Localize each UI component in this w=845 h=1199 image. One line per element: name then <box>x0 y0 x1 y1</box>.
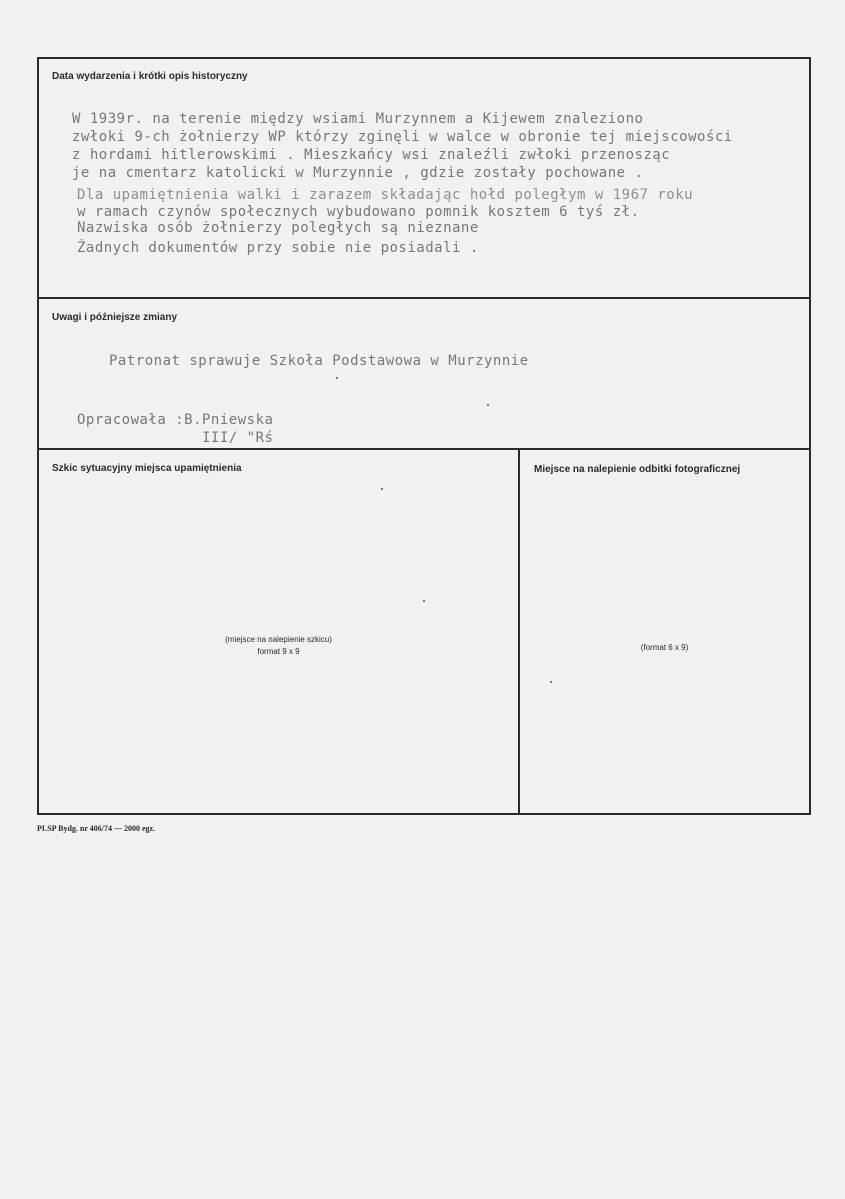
code-line: III/ "Rś <box>202 430 274 446</box>
history-line-4: je na cmentarz katolicki w Murzynnie , gdzie zostały pochowane . <box>72 165 644 181</box>
history-line-8: Żadnych dokumentów przy sobie nie posiadali . <box>77 240 479 256</box>
paper-speck <box>381 488 383 490</box>
patron-line: Patronat sprawuje Szkoła Podstawowa w Murzynnie <box>109 353 529 369</box>
paper-speck <box>423 600 425 602</box>
history-line-7: Nazwiska osób żołnierzy poległych są nieznane <box>77 220 479 236</box>
sketch-label: Szkic sytuacyjny miejsca upamiętnienia <box>52 463 242 474</box>
history-line-5: Dla upamiętnienia walki i zarazem składając hołd poległym w 1967 roku <box>77 187 694 203</box>
prepared-by-line: Opracowała :B.Pniewska <box>77 412 274 428</box>
history-line-6: w ramach czynów społecznych wybudowano pomnik kosztem 6 tyś zł. <box>77 204 640 220</box>
history-label: Data wydarzenia i krótki opis historyczny <box>52 71 248 82</box>
photo-label: Miejsce na nalepienie odbitki fotograficznej <box>534 464 741 475</box>
notes-label: Uwagi i późniejsze zmiany <box>52 312 178 323</box>
history-section <box>39 59 809 299</box>
history-line-1: W 1939r. na terenie między wsiami Murzynnem a Kijewem znaleziono <box>72 111 644 127</box>
history-line-2: zwłoki 9-ch żołnierzy WP którzy zginęli w walce w obronie tej miejscowości <box>72 129 733 145</box>
sketch-placeholder: (miejsce na nalepienie szkicu) <box>225 635 332 644</box>
paper-speck <box>487 404 489 406</box>
paper-speck <box>336 377 338 379</box>
photo-format: (format 6 x 9) <box>640 643 689 652</box>
paper-speck <box>550 681 552 683</box>
memorial-form <box>37 57 811 815</box>
photo-section <box>520 450 809 815</box>
sketch-section <box>39 450 520 815</box>
sketch-format: format 9 x 9 <box>257 647 300 656</box>
print-footer: PLSP Bydg. nr 406/74 — 2000 egz. <box>37 824 156 833</box>
history-line-3: z hordami hitlerowskimi . Mieszkańcy wsi znaleźli zwłoki przenosząc <box>72 147 671 163</box>
notes-section <box>39 299 809 450</box>
